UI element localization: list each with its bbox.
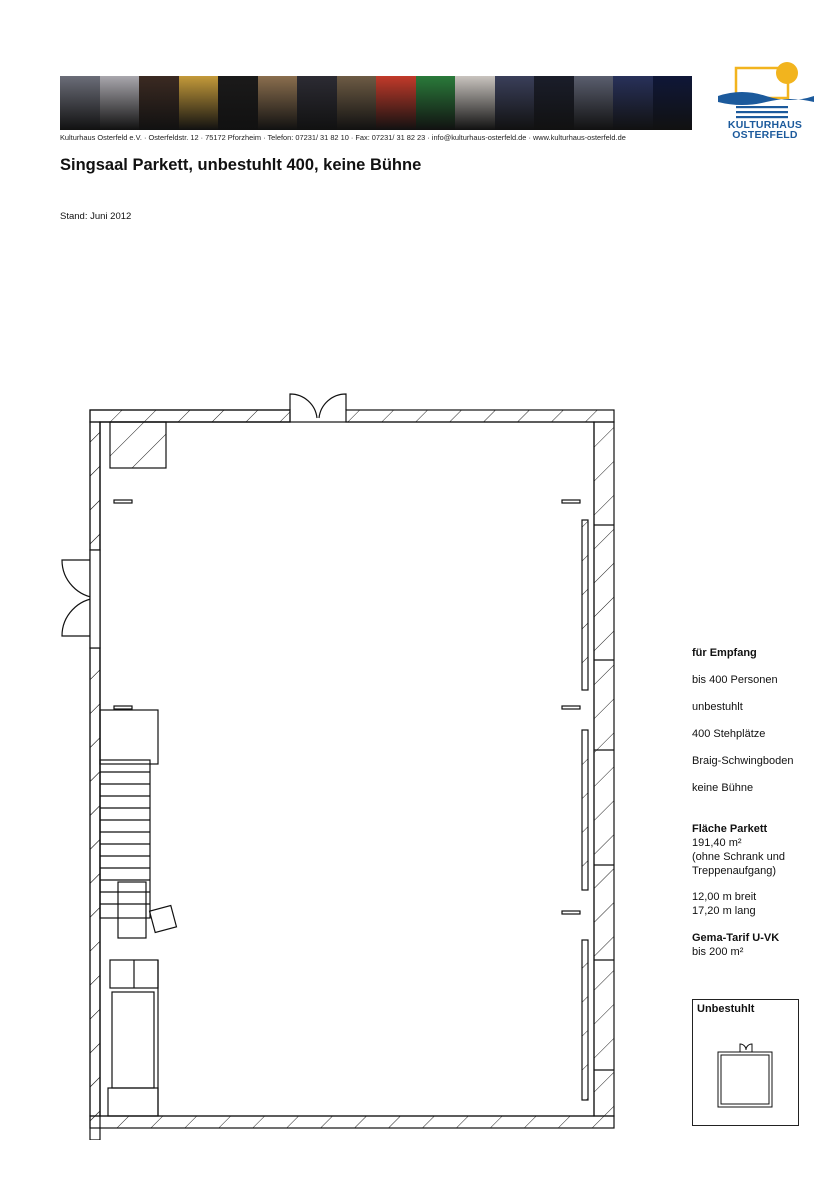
banner-photo-tile: [100, 76, 140, 130]
banner-photo-tile: [258, 76, 298, 130]
floor-plan: [50, 380, 630, 1140]
header-photo-banner: [60, 76, 692, 130]
room-width: 12,00 m breit: [692, 891, 757, 903]
room-length: 17,20 m lang: [692, 905, 756, 917]
info-stage: keine Bühne: [692, 782, 754, 794]
logo-line-2: OSTERFELD: [732, 128, 798, 141]
banner-photo-tile: [218, 76, 258, 130]
gema-label: Gema-Tarif U-VK: [692, 932, 780, 944]
info-heading: für Empfang: [692, 647, 757, 659]
mini-floor-plan-icon: [712, 1037, 776, 1109]
banner-photo-tile: [455, 76, 495, 130]
page-title: Singsaal Parkett, unbestuhlt 400, keine Bühne: [60, 156, 422, 174]
gema-value: bis 200 m²: [692, 946, 744, 958]
info-seating: unbestuhlt: [692, 701, 743, 713]
area-note-1: (ohne Schrank und: [692, 851, 785, 863]
legend-label: Unbestuhlt: [697, 1003, 755, 1015]
logo-line-1: KULTURHAUS: [727, 119, 803, 131]
area-note-2: Treppenaufgang): [692, 865, 776, 877]
banner-photo-tile: [495, 76, 535, 130]
banner-photo-tile: [179, 76, 219, 130]
logo-wordmark: [718, 121, 812, 140]
banner-photo-tile: [376, 76, 416, 130]
banner-photo-tile: [337, 76, 377, 130]
info-capacity: bis 400 Personen: [692, 674, 778, 686]
banner-photo-tile: [60, 76, 100, 130]
contact-line: Kulturhaus Osterfeld e.V. · Osterfeldstr. 12 · 75172 Pforzheim · Telefon: 07231/ 31 82 10 · Fax: 07231/ 31 82 23 · info@kulturhaus-osterfeld.de · www.kulturhaus-osterfeld.de: [60, 133, 626, 142]
banner-photo-tile: [653, 76, 693, 130]
area-value: 191,40 m²: [692, 837, 742, 849]
area-label: Fläche Parkett: [692, 823, 768, 835]
banner-photo-tile: [534, 76, 574, 130]
banner-photo-tile: [574, 76, 614, 130]
banner-photo-tile: [416, 76, 456, 130]
banner-photo-tile: [139, 76, 179, 130]
stand-date: Stand: Juni 2012: [60, 211, 132, 222]
banner-photo-tile: [297, 76, 337, 130]
info-standing: 400 Stehplätze: [692, 728, 766, 740]
info-floor-type: Braig-Schwingboden: [692, 755, 794, 767]
banner-photo-tile: [613, 76, 653, 130]
